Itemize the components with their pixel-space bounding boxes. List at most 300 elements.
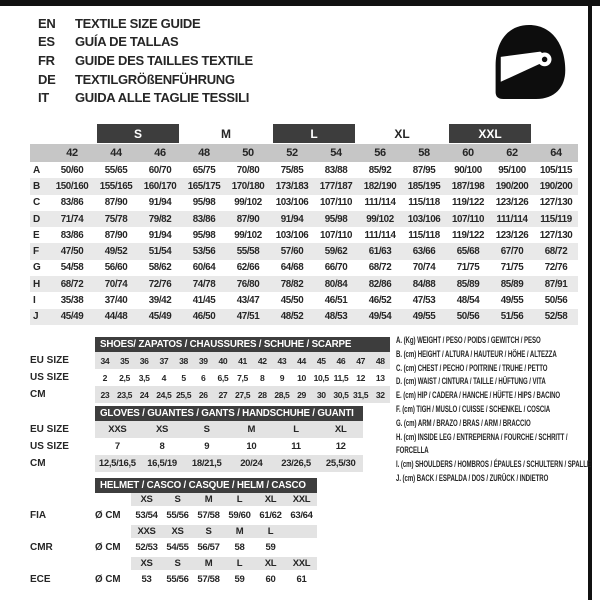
- measurement-cell: 105/115: [539, 164, 573, 176]
- measurement-row-b: [30, 178, 578, 194]
- value-cell: 25,5: [175, 389, 192, 400]
- measurement-cell: 99/102: [234, 197, 262, 209]
- value-cell: 55/56: [166, 574, 189, 585]
- value-cell: 4: [161, 372, 167, 383]
- measurement-cell: 83/86: [60, 229, 84, 241]
- value-cell: 59: [234, 574, 245, 585]
- measurement-cell: 60/64: [192, 262, 216, 274]
- row-cells: [95, 352, 390, 369]
- value-cell: S: [203, 424, 210, 435]
- measurement-cell: 46/51: [324, 295, 348, 307]
- measurement-cell: 111/114: [364, 229, 396, 241]
- measurement-cell: 67/70: [500, 246, 524, 258]
- value-cell: 25,5/30: [325, 458, 356, 469]
- measurement-cell: 72/76: [148, 278, 172, 290]
- measurement-cell: 185/195: [407, 180, 441, 192]
- gloves-row: [30, 438, 363, 455]
- size-cell: XXS: [137, 526, 156, 537]
- shoes-table-title: SHOES/ ZAPATOS / CHAUSSURES / SCHUHE / SCARPE: [95, 337, 390, 352]
- measurement-cell: 48/53: [324, 311, 348, 323]
- row-label: EU SIZE: [30, 424, 69, 435]
- guide-title: GUÍA DE TALLAS: [75, 34, 179, 50]
- measurement-cell: 75/78: [104, 213, 128, 225]
- right-border-line: [588, 0, 592, 600]
- row-letter: B: [33, 180, 41, 192]
- value-cell: 52/53: [135, 542, 158, 553]
- measurement-cell: 177/187: [319, 180, 353, 192]
- measurement-cell: 37/40: [104, 295, 128, 307]
- measurement-cell: 111/114: [496, 213, 528, 225]
- measurement-legend: [396, 334, 592, 486]
- value-cell: 16,5/19: [147, 458, 177, 469]
- helmet-icon: [487, 16, 573, 108]
- size-cell: XXL: [292, 558, 311, 569]
- value-cell: 41: [238, 355, 247, 366]
- language-code: FR: [38, 52, 55, 68]
- size-cell: XXL: [292, 494, 311, 505]
- language-title-list: [38, 14, 253, 107]
- value-cell: 31,5: [353, 389, 369, 400]
- size-cells: [131, 525, 317, 538]
- measurement-cell: 95/98: [192, 197, 216, 209]
- value-cell: 23,5: [116, 389, 133, 400]
- value-cell: 58: [234, 542, 245, 553]
- shoes-row: [30, 369, 390, 386]
- guide-title: GUIDE DES TAILLES TEXTILE: [75, 52, 253, 68]
- value-cell: 56/57: [197, 542, 220, 553]
- row-letter: H: [33, 278, 41, 290]
- measurement-cell: 50/56: [456, 311, 480, 323]
- measurement-cell: 119/122: [451, 229, 485, 241]
- size-cells: [131, 557, 317, 570]
- size-cell: S: [174, 494, 181, 505]
- value-cell: M: [247, 424, 256, 435]
- helmet-value-row: [30, 538, 317, 557]
- language-code: DE: [38, 71, 56, 87]
- gloves-row: [30, 421, 363, 438]
- unit-cell: Ø CM: [95, 542, 121, 553]
- value-cell: 38: [179, 355, 188, 366]
- size-cell: L: [236, 558, 243, 569]
- measurement-cell: 127/130: [539, 229, 573, 241]
- measurement-cell: 85/92: [368, 164, 392, 176]
- shoes-size-table: [30, 337, 390, 403]
- standard-label: CMR: [30, 542, 53, 553]
- value-cell: 2,5: [119, 372, 130, 383]
- value-cell: 53/54: [135, 510, 158, 521]
- measurement-row-h: [30, 276, 578, 292]
- value-cell: 30,5: [333, 389, 349, 400]
- value-cell: 29: [297, 389, 306, 400]
- value-cell: 37: [159, 355, 169, 366]
- value-cell: 24: [139, 389, 149, 400]
- unit-cell: [95, 525, 131, 538]
- measurement-cell: 51/54: [148, 246, 172, 258]
- helmet-size-table: [30, 478, 317, 589]
- value-cell: 10: [297, 372, 306, 383]
- value-cell: 55/56: [166, 510, 189, 521]
- value-cell: 59/60: [228, 510, 251, 521]
- value-cell: 61: [296, 574, 307, 585]
- row-label: US SIZE: [30, 372, 69, 383]
- helmet-size-row: [30, 493, 317, 506]
- value-cell: XXS: [108, 424, 127, 435]
- measurement-cell: 115/118: [408, 229, 440, 241]
- corner-cell: [30, 144, 50, 162]
- measurement-cell: 83/88: [324, 164, 348, 176]
- measurement-row-a: [30, 162, 578, 178]
- value-cell: 54/55: [166, 542, 189, 553]
- row-label: [30, 557, 95, 570]
- measurement-cell: 75/85: [280, 164, 304, 176]
- row-cells: [95, 369, 390, 386]
- value-cell: 44: [297, 355, 306, 366]
- value-cell: 9: [279, 372, 285, 383]
- measurement-cell: 54/58: [60, 262, 84, 274]
- value-cell: 28: [257, 389, 267, 400]
- measurement-cell: 91/94: [148, 197, 172, 209]
- measurement-cell: 107/110: [319, 197, 353, 209]
- value-cell: 32: [375, 389, 385, 400]
- measurement-cell: 63/66: [412, 246, 436, 258]
- row-label: CM: [30, 458, 46, 469]
- measurement-cell: 190/200: [495, 180, 529, 192]
- measurement-cell: 103/106: [275, 197, 309, 209]
- value-cell: 3,5: [138, 372, 150, 383]
- measurement-cell: 46/52: [368, 295, 392, 307]
- value-cell: 24,5: [156, 389, 172, 400]
- measurement-cell: 127/130: [539, 197, 573, 209]
- value-cell: 7,5: [237, 372, 248, 383]
- measurement-cell: 150/160: [55, 180, 89, 192]
- size-number-cell: 52: [286, 147, 298, 159]
- measurement-cell: 173/183: [275, 180, 309, 192]
- legend-item: G. (cm) ARM / BRAZO / BRAS / ARM / BRACCIO: [396, 417, 531, 428]
- value-cell: 9: [204, 441, 210, 452]
- value-cell: 23: [100, 389, 110, 400]
- measurement-cell: 72/76: [544, 262, 568, 274]
- measurement-cell: 49/54: [368, 311, 392, 323]
- measurement-cell: 48/52: [280, 311, 304, 323]
- measurement-cell: 52/58: [544, 311, 568, 323]
- value-cell: 8: [260, 372, 265, 383]
- size-cell: M: [235, 526, 244, 537]
- measurement-cell: 95/98: [324, 213, 348, 225]
- value-cell: 57/58: [197, 574, 220, 585]
- value-cell: 28,5: [274, 389, 290, 400]
- measurement-cell: 61/63: [368, 246, 392, 258]
- measurement-cell: 46/50: [192, 311, 216, 323]
- measurement-cell: 99/102: [234, 229, 262, 241]
- helmet-size-row: [30, 525, 317, 538]
- measurement-cell: 160/170: [143, 180, 177, 192]
- unit-cell: Ø CM: [95, 574, 121, 585]
- measurement-cell: 50/56: [544, 295, 568, 307]
- measurement-cell: 45/50: [280, 295, 304, 307]
- legend-item: A. (Kg) WEIGHT / PESO / POIDS / GEWITCH / PESO: [396, 335, 541, 345]
- measurement-legend-list: [396, 334, 592, 486]
- row-letter: F: [33, 246, 40, 258]
- measurement-row-c: [30, 195, 578, 211]
- helmet-table-title: HELMET / CASCO / CASQUE / HELM / CASCO: [95, 478, 317, 493]
- value-cell: 61/62: [259, 510, 282, 521]
- size-number-cell: 64: [550, 147, 562, 159]
- row-letter: I: [33, 295, 36, 307]
- value-cells: [131, 570, 317, 589]
- value-cell: 7: [114, 441, 120, 452]
- measurement-cell: 47/53: [412, 295, 436, 307]
- measurement-cell: 85/89: [500, 278, 524, 290]
- measurement-cell: 123/126: [495, 229, 529, 241]
- size-cell: XS: [140, 558, 153, 569]
- value-cell: 57/58: [197, 510, 220, 521]
- top-border-bar: [0, 0, 600, 6]
- size-band-label-m: M: [221, 126, 231, 141]
- value-cell: 42: [257, 355, 267, 366]
- measurement-cell: 91/94: [280, 213, 304, 225]
- measurement-cell: 71/75: [456, 262, 480, 274]
- size-number-row: [30, 144, 578, 162]
- measurement-cell: 182/190: [363, 180, 397, 192]
- value-cell: 36: [139, 355, 149, 366]
- language-row: [38, 88, 253, 107]
- gloves-size-table: [30, 406, 363, 472]
- size-cell: M: [204, 558, 213, 569]
- legend-item: E. (cm) HIP / CADERA / HANCHE / HÜFTE / HIPS / BACINO: [396, 390, 561, 401]
- value-cell: 60: [265, 574, 276, 585]
- measurement-row-j: [30, 309, 578, 325]
- row-label: [30, 525, 95, 538]
- shoes-row: [30, 352, 390, 369]
- measurement-cell: 95/98: [192, 229, 216, 241]
- language-row: [38, 14, 253, 33]
- value-cell: 40: [218, 355, 228, 366]
- unit-cell: Ø CM: [95, 510, 121, 521]
- value-cell: 13: [375, 372, 385, 383]
- row-letter: E: [33, 229, 40, 241]
- value-cell: 8: [159, 441, 165, 452]
- value-cell: 11,5: [333, 372, 349, 383]
- measurement-cell: 80/84: [324, 278, 348, 290]
- row-label: [30, 493, 95, 506]
- measurement-cell: 123/126: [495, 197, 529, 209]
- row-letter: J: [33, 311, 39, 323]
- value-cell: 26: [198, 389, 208, 400]
- size-band-label-xxl: XXL: [449, 124, 531, 143]
- measurement-cell: 95/100: [498, 164, 526, 176]
- measurement-cell: 64/68: [280, 262, 304, 274]
- standard-label: FIA: [30, 510, 47, 521]
- value-cell: 45: [316, 355, 326, 366]
- measurement-cell: 70/74: [104, 278, 128, 290]
- value-cell: 43: [277, 355, 287, 366]
- measurement-cell: 55/65: [104, 164, 128, 176]
- measurement-cell: 70/74: [412, 262, 436, 274]
- measurement-cell: 111/114: [364, 197, 396, 209]
- measurement-cell: 45/49: [60, 311, 84, 323]
- measurement-cell: 70/80: [236, 164, 260, 176]
- legend-item: B. (cm) HEIGHT / ALTURA / HAUTEUR / HÖHE / ALTEZZA: [396, 348, 557, 359]
- value-cell: 11: [291, 441, 301, 452]
- value-cell: [286, 538, 317, 557]
- size-cell: M: [204, 494, 213, 505]
- measurement-cell: 74/78: [192, 278, 216, 290]
- value-cell: 59: [265, 542, 276, 553]
- measurement-cell: 87/90: [104, 229, 128, 241]
- value-cell: 2: [102, 372, 108, 383]
- size-number-cell: 54: [330, 147, 342, 159]
- value-cell: 47: [356, 355, 365, 366]
- value-cell: 53: [141, 574, 152, 585]
- size-cell: XL: [264, 558, 277, 569]
- shoes-row: [30, 386, 390, 403]
- value-cell: 12,5/16,5: [98, 458, 136, 469]
- size-cell: XL: [264, 494, 277, 505]
- language-row: [38, 51, 253, 70]
- value-cell: 5: [181, 372, 186, 383]
- measurement-cell: 45/49: [148, 311, 172, 323]
- size-band-label-s: S: [97, 124, 179, 143]
- size-cells: [131, 493, 317, 506]
- measurement-cell: 85/89: [456, 278, 480, 290]
- size-cell: S: [205, 526, 212, 537]
- measurement-row-g: [30, 260, 578, 276]
- measurement-cell: 39/42: [148, 295, 172, 307]
- measurement-row-d: [30, 211, 578, 227]
- value-cell: 20/24: [240, 458, 263, 469]
- measurement-cell: 107/110: [319, 229, 353, 241]
- value-cell: 63/64: [290, 510, 313, 521]
- value-cell: 12: [356, 372, 365, 383]
- size-number-cell: 46: [154, 147, 166, 159]
- language-row: [38, 70, 253, 89]
- measurement-cell: 47/51: [236, 311, 260, 323]
- measurement-cell: 58/62: [148, 262, 172, 274]
- value-cell: 27: [218, 389, 228, 400]
- measurement-cell: 91/94: [148, 229, 172, 241]
- value-cell: 6: [201, 372, 206, 383]
- size-band-row: [30, 124, 578, 143]
- size-cell: L: [267, 526, 274, 537]
- measurement-cell: 84/88: [412, 278, 436, 290]
- measurement-cell: 59/62: [324, 246, 348, 258]
- language-code: ES: [38, 34, 55, 50]
- row-cells: [95, 421, 363, 438]
- row-cells: [95, 386, 390, 403]
- measurement-cell: 56/60: [104, 262, 128, 274]
- measurement-cell: 41/45: [192, 295, 216, 307]
- row-letter: G: [33, 262, 41, 274]
- size-cell: XS: [171, 526, 184, 537]
- measurement-cell: 83/86: [60, 197, 84, 209]
- value-cells: [131, 538, 317, 557]
- measurement-cell: 44/48: [104, 311, 128, 323]
- size-number-cell: 44: [110, 147, 122, 159]
- measurement-cell: 48/54: [456, 295, 480, 307]
- measurement-cell: 76/80: [236, 278, 260, 290]
- size-number-cell: 42: [66, 147, 78, 159]
- gloves-table-title: GLOVES / GUANTES / GANTS / HANDSCHUHE / GUANTI: [95, 406, 363, 421]
- value-cell: XL: [334, 424, 347, 435]
- measurement-cell: 53/56: [192, 246, 216, 258]
- size-number-cell: 48: [198, 147, 210, 159]
- measurement-row-i: [30, 292, 578, 308]
- size-cell: [286, 525, 317, 538]
- value-cell: 35: [120, 355, 129, 366]
- measurement-cell: 99/102: [366, 213, 394, 225]
- gloves-row: [30, 455, 363, 472]
- size-cell: S: [174, 558, 181, 569]
- size-cell: L: [236, 494, 243, 505]
- measurement-cell: 107/110: [451, 213, 485, 225]
- row-letter: A: [33, 164, 41, 176]
- value-cell: 10,5: [313, 372, 329, 383]
- size-number-cell: 50: [242, 147, 254, 159]
- measurement-cell: 79/82: [148, 213, 172, 225]
- size-number-cell: 60: [462, 147, 474, 159]
- measurement-cell: 35/38: [60, 295, 84, 307]
- measurement-cell: 187/198: [451, 180, 485, 192]
- value-cell: 6,5: [217, 372, 229, 383]
- helmet-size-row: [30, 557, 317, 570]
- measurement-cell: 50/60: [60, 164, 84, 176]
- row-letter: D: [33, 213, 41, 225]
- measurement-cell: 68/72: [60, 278, 84, 290]
- measurement-cell: 119/122: [451, 197, 485, 209]
- measurement-cell: 155/165: [99, 180, 133, 192]
- measurement-cell: 165/175: [187, 180, 221, 192]
- legend-item: H. (cm) INSIDE LEG / ENTREPIERNA / FOURCHE / SCHRITT / FORCELLA: [396, 431, 568, 456]
- measurement-cell: 62/66: [236, 262, 260, 274]
- value-cell: 48: [375, 355, 385, 366]
- unit-cell: [95, 557, 131, 570]
- measurement-cell: 71/75: [500, 262, 524, 274]
- value-cells: [131, 506, 317, 525]
- row-label: CM: [30, 389, 46, 400]
- size-cell: XS: [140, 494, 153, 505]
- measurement-cell: 51/56: [500, 311, 524, 323]
- measurement-cell: 115/119: [540, 213, 572, 225]
- legend-item: C. (cm) CHEST / PECHO / POITRINE / TRUHE / PETTO: [396, 362, 548, 373]
- measurement-cell: 87/90: [236, 213, 260, 225]
- measurement-cell: 65/75: [192, 164, 216, 176]
- measurement-cell: 90/100: [454, 164, 482, 176]
- measurement-cell: 87/90: [104, 197, 128, 209]
- measurement-cell: 66/70: [324, 262, 348, 274]
- measurement-cell: 43/47: [236, 295, 260, 307]
- measurement-cell: 71/74: [60, 213, 84, 225]
- language-code: IT: [38, 90, 49, 106]
- value-cell: 12: [335, 441, 346, 452]
- measurement-cell: 60/70: [148, 164, 172, 176]
- helmet-value-row: [30, 570, 317, 589]
- value-cell: 23/26,5: [281, 458, 311, 469]
- measurement-cell: 57/60: [280, 246, 304, 258]
- helmet-value-row: [30, 506, 317, 525]
- value-cell: 46: [336, 355, 346, 366]
- value-cell: 39: [198, 355, 208, 366]
- measurement-cell: 103/106: [275, 229, 309, 241]
- measurement-cell: 78/82: [280, 278, 304, 290]
- size-number-cell: 56: [374, 147, 386, 159]
- measurement-cell: 47/50: [60, 246, 84, 258]
- measurement-cell: 49/55: [412, 311, 436, 323]
- guide-title: TEXTILGRÖßENFÜHRUNG: [75, 71, 235, 87]
- measurement-cell: 170/180: [231, 180, 265, 192]
- row-cells: [95, 438, 363, 455]
- value-cell: 34: [100, 355, 110, 366]
- measurement-cell: 55/58: [236, 246, 260, 258]
